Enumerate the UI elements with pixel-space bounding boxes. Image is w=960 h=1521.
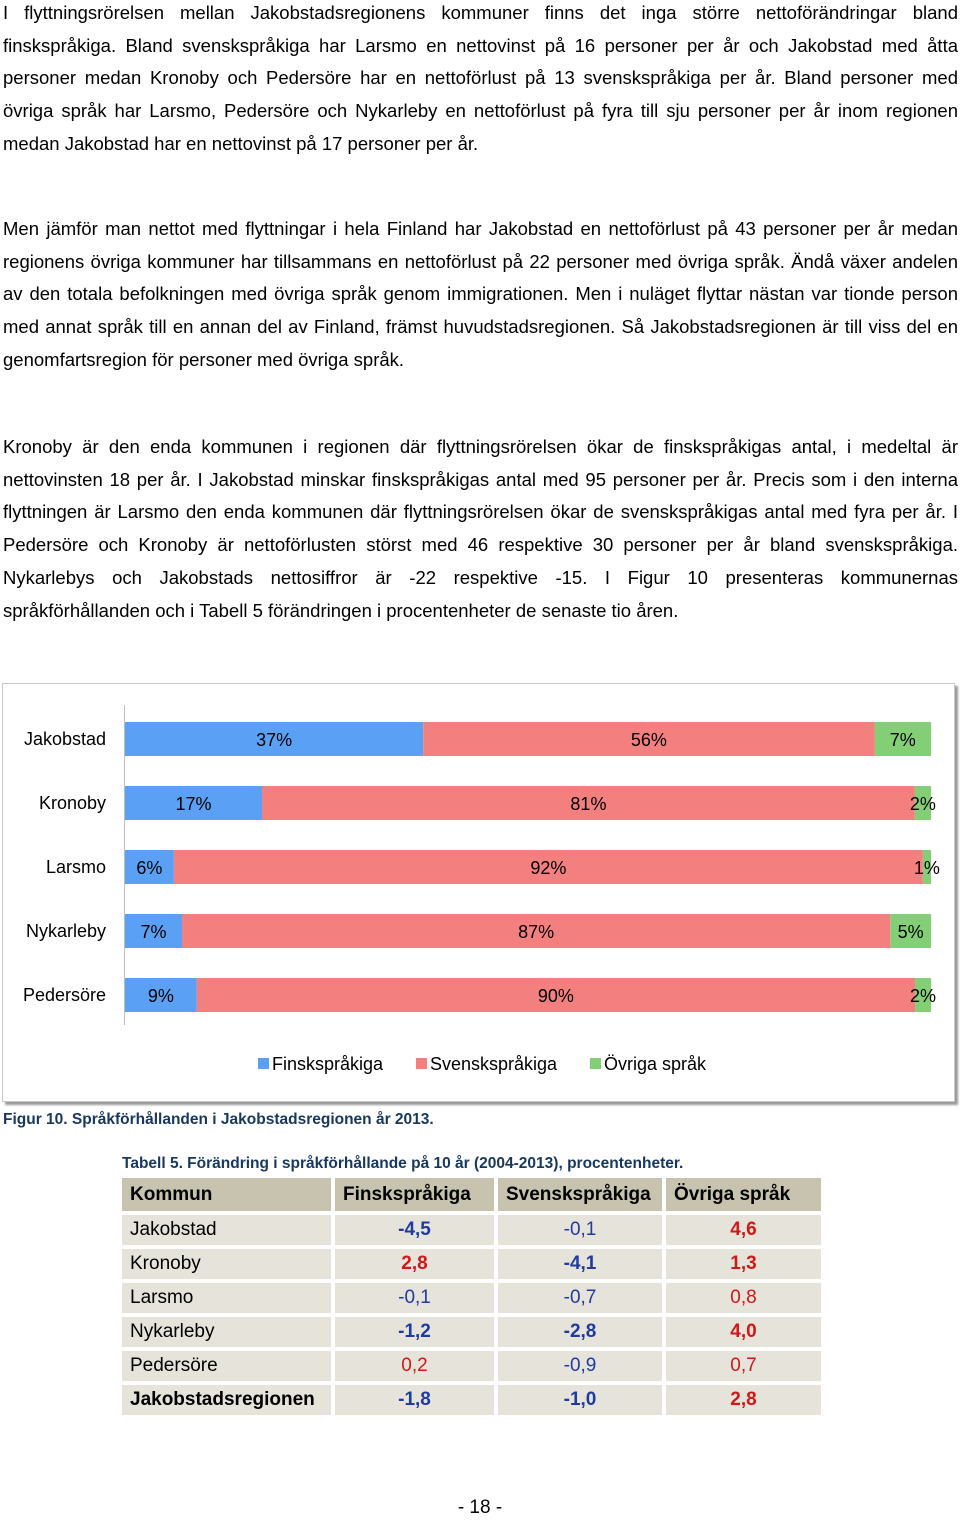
cell-kommun: Pedersöre (122, 1351, 331, 1385)
data-label: 92% (530, 858, 567, 878)
legend-swatch (416, 1058, 427, 1069)
figure-caption: Figur 10. Språkförhållanden i Jakobstadsregionen år 2013. (3, 1111, 434, 1128)
cell-finnish: -4,5 (335, 1215, 494, 1249)
legend-label: Övriga språk (604, 1054, 707, 1074)
cell-other: 0,8 (666, 1283, 821, 1317)
table-row (122, 1249, 821, 1283)
body-paragraph-1: I flyttningsrörelsen mellan Jakobstadsregionens kommuner finns det inga större nettoförändringar bland finskspråkiga. Bland svenskspråkiga har Larsmo en nettovinst på 16 personer per år och Jakobstad med åtta personer medan Kronoby och Pedersöre har en nettoförlust på 13 svenskspråkiga per år. Bland personer med övriga språk har Larsmo, Pedersöre och Nykarleby en nettoförlust på fyra till sju personer per år inom regionen medan Jakobstad har en nettovinst på 17 personer per år. (3, 2, 958, 154)
header-other: Övriga språk (666, 1178, 821, 1215)
category-label: Jakobstad (23, 729, 106, 749)
stacked-bar-chart-svg (3, 684, 954, 1101)
table-row (122, 1215, 821, 1249)
table-row (122, 1317, 821, 1351)
cell-swedish: -4,1 (498, 1249, 662, 1283)
cell-swedish: -1,0 (498, 1385, 662, 1419)
cell-kommun: Jakobstad (122, 1215, 331, 1249)
cell-other: 4,6 (666, 1215, 821, 1249)
cell-kommun: Jakobstadsregionen (122, 1385, 331, 1419)
data-label: 7% (140, 922, 167, 942)
category-label: Nykarleby (25, 921, 106, 941)
cell-kommun: Nykarleby (122, 1317, 331, 1351)
category-label: Larsmo (45, 857, 106, 877)
data-label: 87% (518, 922, 555, 942)
cell-other: 0,7 (666, 1351, 821, 1385)
cell-swedish: -0,7 (498, 1283, 662, 1317)
cell-other: 2,8 (666, 1385, 821, 1419)
cell-kommun: Larsmo (122, 1283, 331, 1317)
body-paragraph-3: Kronoby är den enda kommunen i regionen där flyttningsrörelsen ökar de finskspråkigas antal, i medeltal är nettovinsten 18 per år. I Jakobstad minskar finskspråkigas antal med 95 personer per år. Precis som i den interna flyttningen är Larsmo den enda kommunen där flyttningsrörelsen ökar de svenskspråkigas antal med fyra per år. I Pedersöre och Kronoby är nettoförlusten störst med 46 respektive 30 personer per år bland svenskspråkiga. Nykarlebys och Jakobstads nettosiffror är -22 respektive -15. I Figur 10 presenteras kommunernas språkförhållanden och i Tabell 5 förändringen i procentenheter de senaste tio åren. (3, 436, 958, 621)
body-paragraph-2: Men jämför man nettot med flyttningar i hela Finland har Jakobstad en nettoförlust på 43 personer per år medan regionens övriga kommuner har tillsammans en nettoförlust på 22 personer med övriga språk. Ändå växer andelen av den totala befolkningen med övriga språk genom immigrationen. Men i nuläget flyttar nästan var tionde person med annat språk till en annan del av Finland, främst huvudstadsregionen. Så Jakobstadsregionen är till viss del en genomfartsregion för personer med övriga språk. (3, 218, 958, 370)
data-label: 37% (256, 730, 293, 750)
page-number: - 18 - (457, 1497, 503, 1518)
cell-finnish: -0,1 (335, 1283, 494, 1317)
data-label: 9% (147, 986, 174, 1006)
category-label: Pedersöre (22, 985, 106, 1005)
cell-finnish: -1,8 (335, 1385, 494, 1419)
data-label: 7% (889, 730, 916, 750)
data-label: 5% (897, 922, 924, 942)
cell-finnish: -1,2 (335, 1317, 494, 1351)
cell-finnish: 2,8 (335, 1249, 494, 1283)
data-label: 2% (910, 986, 937, 1006)
data-label: 90% (537, 986, 574, 1006)
cell-swedish: -2,8 (498, 1317, 662, 1351)
data-label: 1% (913, 858, 940, 878)
legend-label: Svenskspråkiga (430, 1054, 558, 1074)
data-label: 81% (570, 794, 607, 814)
legend-swatch (258, 1058, 269, 1069)
data-label: 17% (175, 794, 212, 814)
cell-kommun: Kronoby (122, 1249, 331, 1283)
cell-finnish: 0,2 (335, 1351, 494, 1385)
header-swedish: Svenskspråkiga (498, 1178, 662, 1215)
legend-label: Finskspråkiga (272, 1054, 384, 1074)
header-finnish: Finskspråkiga (335, 1178, 494, 1215)
data-label: 56% (630, 730, 667, 750)
table-caption: Tabell 5. Förändring i språkförhållande på 10 år (2004-2013), procentenheter. (122, 1155, 684, 1172)
category-label: Kronoby (38, 793, 106, 813)
table-row (122, 1351, 821, 1385)
cell-other: 1,3 (666, 1249, 821, 1283)
legend-swatch (590, 1058, 601, 1069)
language-change-table (118, 1178, 825, 1419)
table-row-total (122, 1385, 821, 1419)
figure-10-chart (2, 683, 955, 1102)
cell-other: 4,0 (666, 1317, 821, 1351)
data-label: 2% (909, 794, 936, 814)
table-row (122, 1283, 821, 1317)
data-label: 6% (136, 858, 163, 878)
table-header-row (122, 1178, 821, 1215)
header-kommun: Kommun (122, 1178, 331, 1215)
cell-swedish: -0,1 (498, 1215, 662, 1249)
cell-swedish: -0,9 (498, 1351, 662, 1385)
